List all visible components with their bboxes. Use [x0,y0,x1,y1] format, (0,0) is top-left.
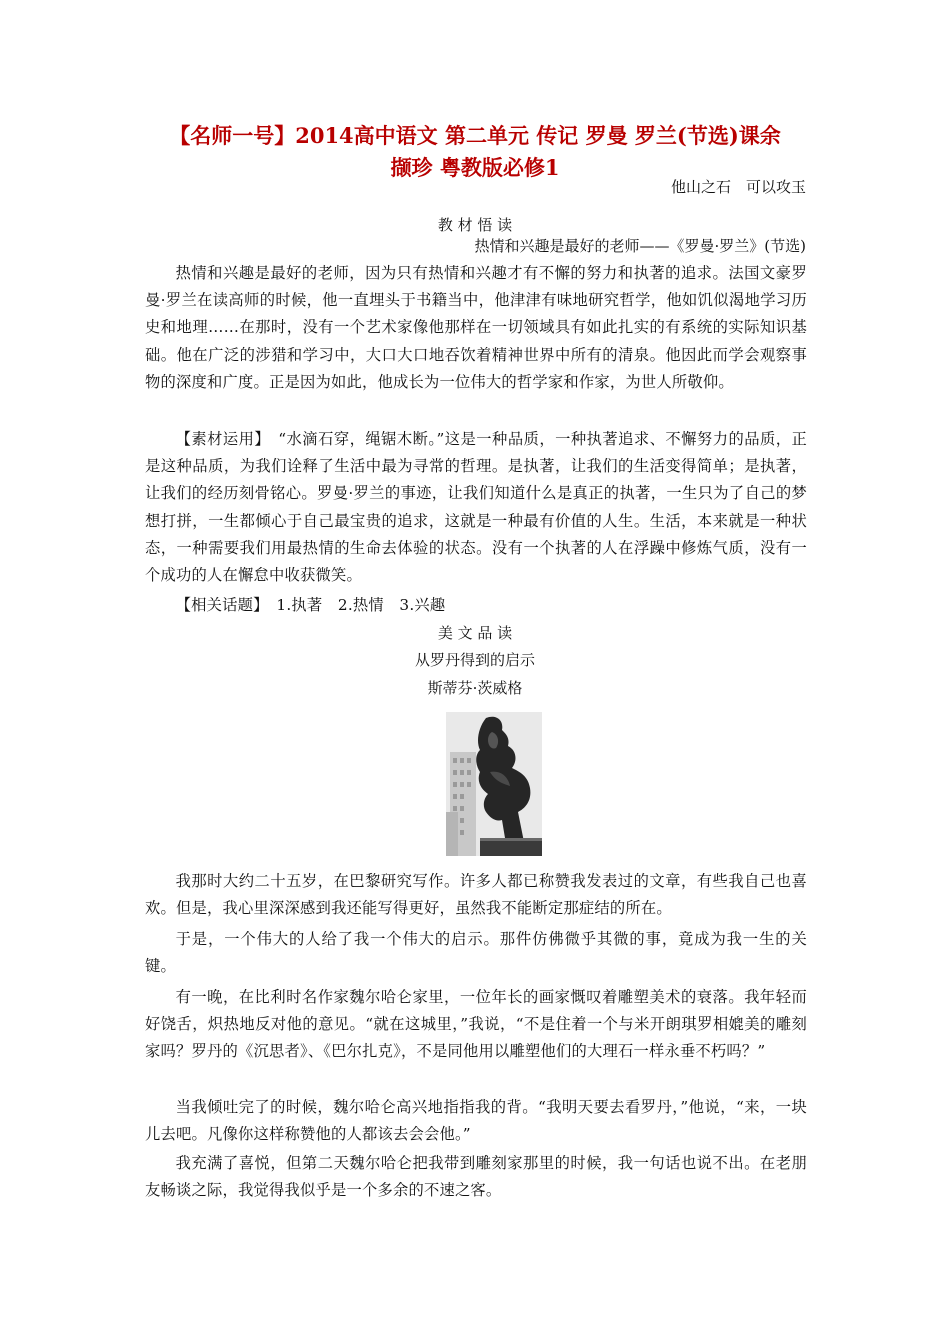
paragraph-1: 热情和兴趣是最好的老师，因为只有热情和兴趣才有不懈的努力和执著的追求。法国文豪罗曼·罗兰在读高师的时候，他一直埋头于书籍当中，他津津有味地研究哲学，他如饥似渴地学习历史和地理……在那时，没有一个艺术家像他那样在一切领域具有如此扎实的有系统的实际知识基础。他在广泛的涉猎和学习中，大口大口地吞饮着精神世界中所有的清泉。他因此而学会观察事物的深度和广度。正是因为如此，他成长为一位伟大的哲学家和作家，为世人所敬仰。 [145,264,807,391]
section2-heading: 美 文 品 读 [437,624,513,642]
paragraph-3: 【相关话题】 1.执著 2.热情 3.兴趣 [175,596,446,614]
paragraph-8: 我充满了喜悦，但第二天魏尔哈仑把我带到雕刻家那里的时候，我一句话也说不出。在老朋友畅谈之际，我觉得我似乎是一个多余的不速之客。 [145,1154,807,1200]
paragraph-6: 有一晚，在比利时名作家魏尔哈仑家里，一位年长的画家慨叹着雕塑美术的衰落。我年轻而好饶舌，炽热地反对他的意见。“就在这城里，”我说，“不是住着一个与米开朗琪罗相媲美的雕刻家吗？罗丹的《沉思者》、《巴尔扎克》，不是同他用以雕塑他们的大理石一样永垂不朽吗？” [145,988,807,1061]
paragraph-2: 【素材运用】 “水滴石穿，绳锯木断。”这是一种品质，一种执著追求、不懈努力的品质，正是这种品质，为我们诠释了生活中最为寻常的哲理。是执著，让我们的生活变得简单；是执著，让我们的经历刻骨铭心。罗曼·罗兰的事迹，让我们知道什么是真正的执著，一生只为了自己的梦想打拼，一生都倾心于自己最宝贵的追求，这就是一种最有价值的人生。生活，本来就是一种状态，一种需要我们用最热情的生命去体验的状态。没有一个执著的人在浮躁中修炼气质，没有一个成功的人在懈怠中收获微笑。 [145,430,807,585]
paragraph-7: 当我倾吐完了的时候，魏尔哈仑高兴地指指我的背。“我明天要去看罗丹，”他说，“来，一块儿去吧。凡像你这样称赞他的人都该去会会他。” [145,1098,807,1144]
article-title: 从罗丹得到的启示 [414,651,535,669]
document-title-line2: 撷珍 粤教版必修1 [390,155,560,180]
paragraph-5: 于是，一个伟大的人给了我一个伟大的启示。那件仿佛微乎其微的事，竟成为我一生的关键。 [145,930,807,976]
paragraph-4: 我那时大约二十五岁，在巴黎研究写作。许多人都已称赞我发表过的文章，有些我自己也喜欢。但是，我心里深深感到我还能写得更好，虽然我不能断定那症结的所在。 [145,872,807,918]
section1-heading: 教 材 悟 读 [437,216,513,234]
motto: 他山之石 可以攻玉 [670,178,806,196]
thinker-sculpture-photo [446,712,542,856]
document-title-line1: 【名师一号】2014高中语文 第二单元 传记 罗曼 罗兰(节选)课余 [169,123,781,148]
section1-subheading: 热情和兴趣是最好的老师——《罗曼·罗兰》(节选) [474,237,806,255]
article-author: 斯蒂芬·茨威格 [427,679,523,697]
